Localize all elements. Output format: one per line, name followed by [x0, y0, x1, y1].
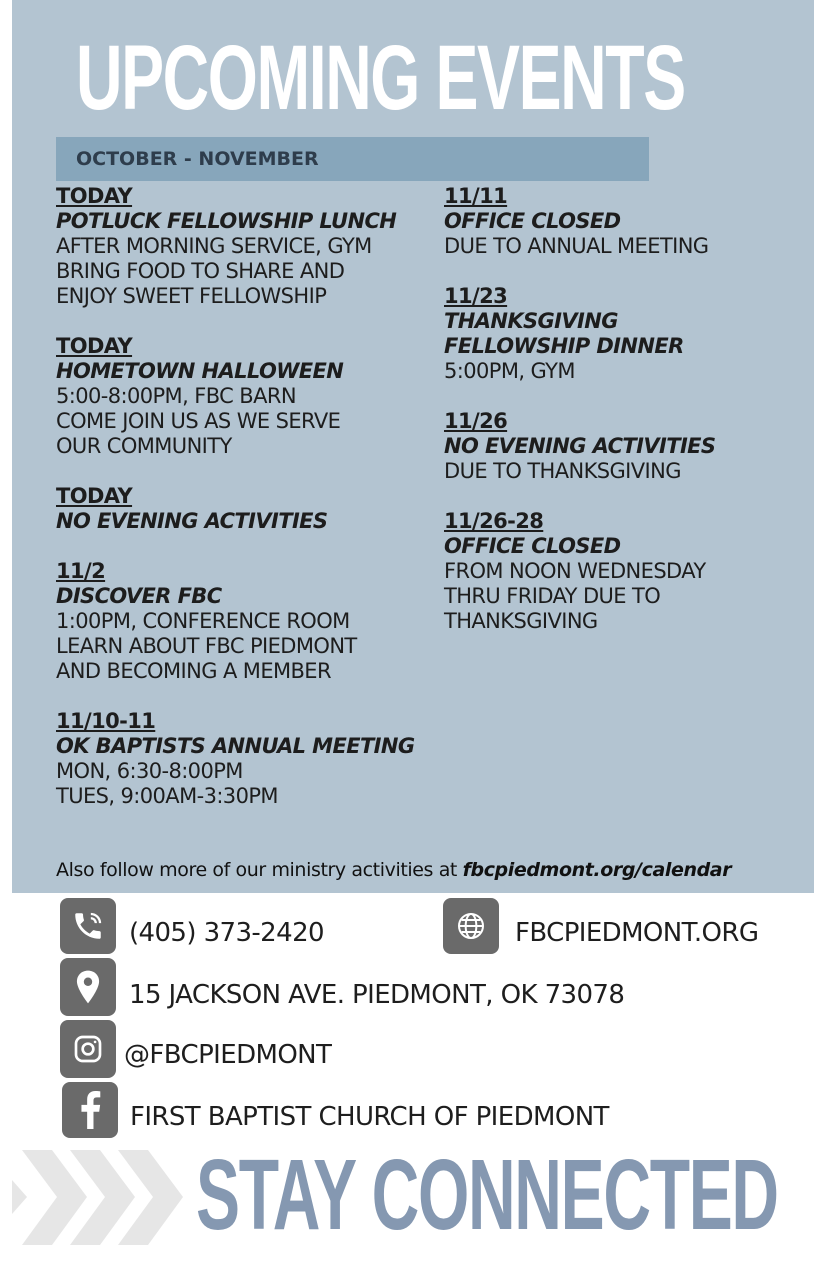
event-detail: MON, 6:30-8:00PM: [56, 759, 243, 783]
event-name: THANKSGIVING FELLOWSHIP DINNER: [444, 309, 684, 358]
instagram-icon: [60, 1020, 116, 1078]
event-date: 11/10-11: [56, 709, 156, 733]
event-detail: 5:00PM, GYM: [444, 359, 575, 383]
phone-number[interactable]: (405) 373-2420: [129, 918, 324, 948]
event-detail: TUES, 9:00AM-3:30PM: [56, 784, 278, 808]
date-range-band: [56, 137, 649, 181]
phone-icon: [60, 898, 116, 954]
instagram-handle[interactable]: @FBCPIEDMONT: [124, 1040, 332, 1070]
event-date: TODAY: [56, 334, 133, 358]
facebook-icon: [62, 1082, 118, 1138]
events-column-left: [56, 184, 426, 834]
calendar-link[interactable]: fbcpiedmont.org/calendar: [462, 859, 732, 881]
event-detail: ENJOY SWEET FELLOWSHIP: [56, 284, 327, 308]
event-detail: DUE TO THANKSGIVING: [444, 459, 681, 483]
event-date: 11/26-28: [444, 509, 544, 533]
event-detail: COME JOIN US AS WE SERVE: [56, 409, 341, 433]
event-detail: 1:00PM, CONFERENCE ROOM: [56, 609, 350, 633]
event-name: POTLUCK FELLOWSHIP LUNCH: [56, 209, 397, 233]
chevron-arrows-icon: [12, 1150, 202, 1245]
event-name: NO EVENING ACTIVITIES: [444, 434, 716, 458]
event-detail: DUE TO ANNUAL MEETING: [444, 234, 709, 258]
event-date: 11/2: [56, 559, 106, 583]
event-date: 11/23: [444, 284, 508, 308]
website-link[interactable]: FBCPIEDMONT.ORG: [515, 918, 759, 948]
event-detail: OUR COMMUNITY: [56, 434, 232, 458]
event-detail: FROM NOON WEDNESDAY: [444, 559, 706, 583]
event-detail: AND BECOMING A MEMBER: [56, 659, 331, 683]
location-pin-icon: [60, 958, 116, 1016]
calendar-note-text: Also follow more of our ministry activities at: [56, 859, 463, 881]
event-detail: 5:00-8:00PM, FBC BARN: [56, 384, 296, 408]
event-date: TODAY: [56, 484, 133, 508]
event-item: [444, 184, 794, 259]
event-detail: THANKSGIVING: [444, 609, 598, 633]
calendar-note: [56, 857, 731, 883]
event-name: OK BAPTISTS ANNUAL MEETING: [56, 734, 415, 758]
event-item: [56, 334, 426, 459]
page-title: UPCOMING EVENTS: [76, 27, 685, 129]
event-name: DISCOVER FBC: [56, 584, 222, 608]
street-address[interactable]: 15 JACKSON AVE. PIEDMONT, OK 73078: [129, 980, 625, 1010]
stay-connected-title: STAY CONNECTED: [196, 1139, 778, 1251]
event-item: [444, 509, 794, 634]
event-name: OFFICE CLOSED: [444, 534, 621, 558]
event-item: [444, 284, 794, 384]
event-item: [56, 559, 426, 684]
event-name: HOMETOWN HALLOWEEN: [56, 359, 344, 383]
globe-icon: [443, 898, 499, 954]
event-name: OFFICE CLOSED: [444, 209, 621, 233]
event-date: 11/11: [444, 184, 508, 208]
event-date: TODAY: [56, 184, 133, 208]
event-detail: BRING FOOD TO SHARE AND: [56, 259, 345, 283]
event-item: [56, 709, 426, 809]
event-name: NO EVENING ACTIVITIES: [56, 509, 328, 533]
event-item: [56, 184, 426, 309]
event-item: [56, 484, 426, 534]
date-range-label: OCTOBER - NOVEMBER: [76, 148, 319, 170]
facebook-page[interactable]: FIRST BAPTIST CHURCH OF PIEDMONT: [130, 1102, 609, 1132]
event-detail: LEARN ABOUT FBC PIEDMONT: [56, 634, 357, 658]
event-date: 11/26: [444, 409, 508, 433]
event-detail: THRU FRIDAY DUE TO: [444, 584, 661, 608]
events-column-right: [444, 184, 794, 659]
event-item: [444, 409, 794, 484]
event-detail: AFTER MORNING SERVICE, GYM: [56, 234, 372, 258]
